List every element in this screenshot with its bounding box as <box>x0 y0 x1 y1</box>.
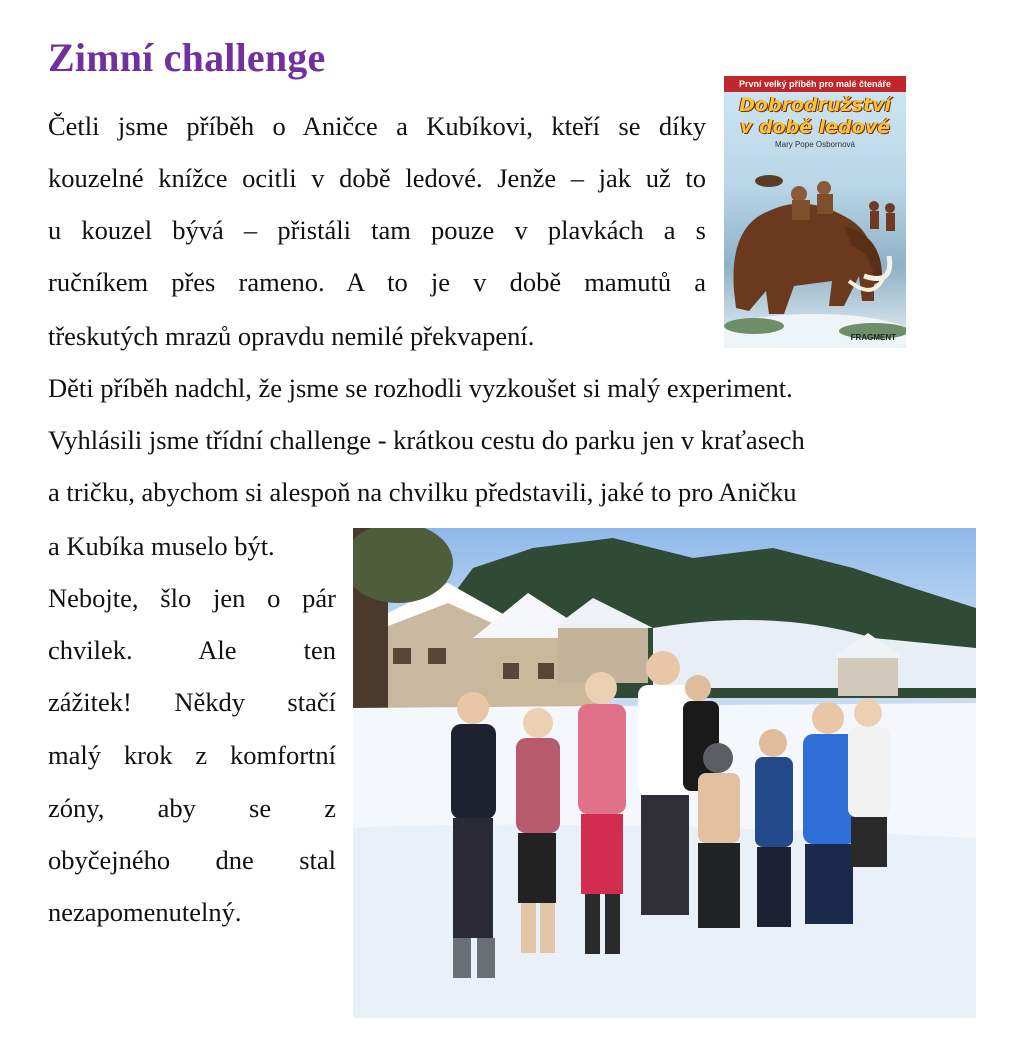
text-line: chvilek. Ale ten <box>48 635 336 665</box>
text-line: Děti příběh nadchl, že jsme se rozhodli vyzkoušet si malý experiment. <box>48 373 793 403</box>
text-line: Nebojte, šlo jen o pár <box>48 583 336 613</box>
text-line: a tričku, abychom si alespoň na chvilku představili, jaké to pro Aničku <box>48 477 797 507</box>
mammoth-illustration <box>724 76 906 348</box>
text-line: obyčejného dne stal <box>48 845 336 875</box>
text-line: zóny, aby se z <box>48 793 336 823</box>
text-line: kouzelné knížce ocitli v době ledové. Jenže – jak už to <box>48 163 706 193</box>
text-line: třeskutých mrazů opravdu nemilé překvapení. <box>48 321 535 351</box>
text-line: Vyhlásili jsme třídní challenge - krátkou cestu do parku jen v kraťasech <box>48 425 805 455</box>
snow-scene-illustration <box>353 528 976 1018</box>
book-title-line: Dobrodružství <box>739 94 891 116</box>
book-series-banner: První velký příběh pro malé čtenáře <box>724 76 906 92</box>
text-line: Četli jsme příběh o Aničce a Kubíkovi, kteří se díky <box>48 111 706 141</box>
book-publisher: FRAGMENT <box>850 333 896 342</box>
text-line: zážitek! Někdy stačí <box>48 687 336 717</box>
page-title: Zimní challenge <box>48 35 326 80</box>
text-line: u kouzel bývá – přistáli tam pouze v plavkách a s <box>48 215 706 245</box>
text-line: a Kubíka muselo být. <box>48 531 275 561</box>
book-title-line: v době ledové <box>739 116 891 138</box>
book-cover-image <box>724 76 906 348</box>
book-author: Mary Pope Osbornová <box>774 140 856 149</box>
text-line: malý krok z komfortní <box>48 740 336 770</box>
text-line: ručníkem přes rameno. A to je v době mamutů a <box>48 267 706 297</box>
text-line: nezapomenutelný. <box>48 897 242 927</box>
class-photo <box>353 528 976 1018</box>
